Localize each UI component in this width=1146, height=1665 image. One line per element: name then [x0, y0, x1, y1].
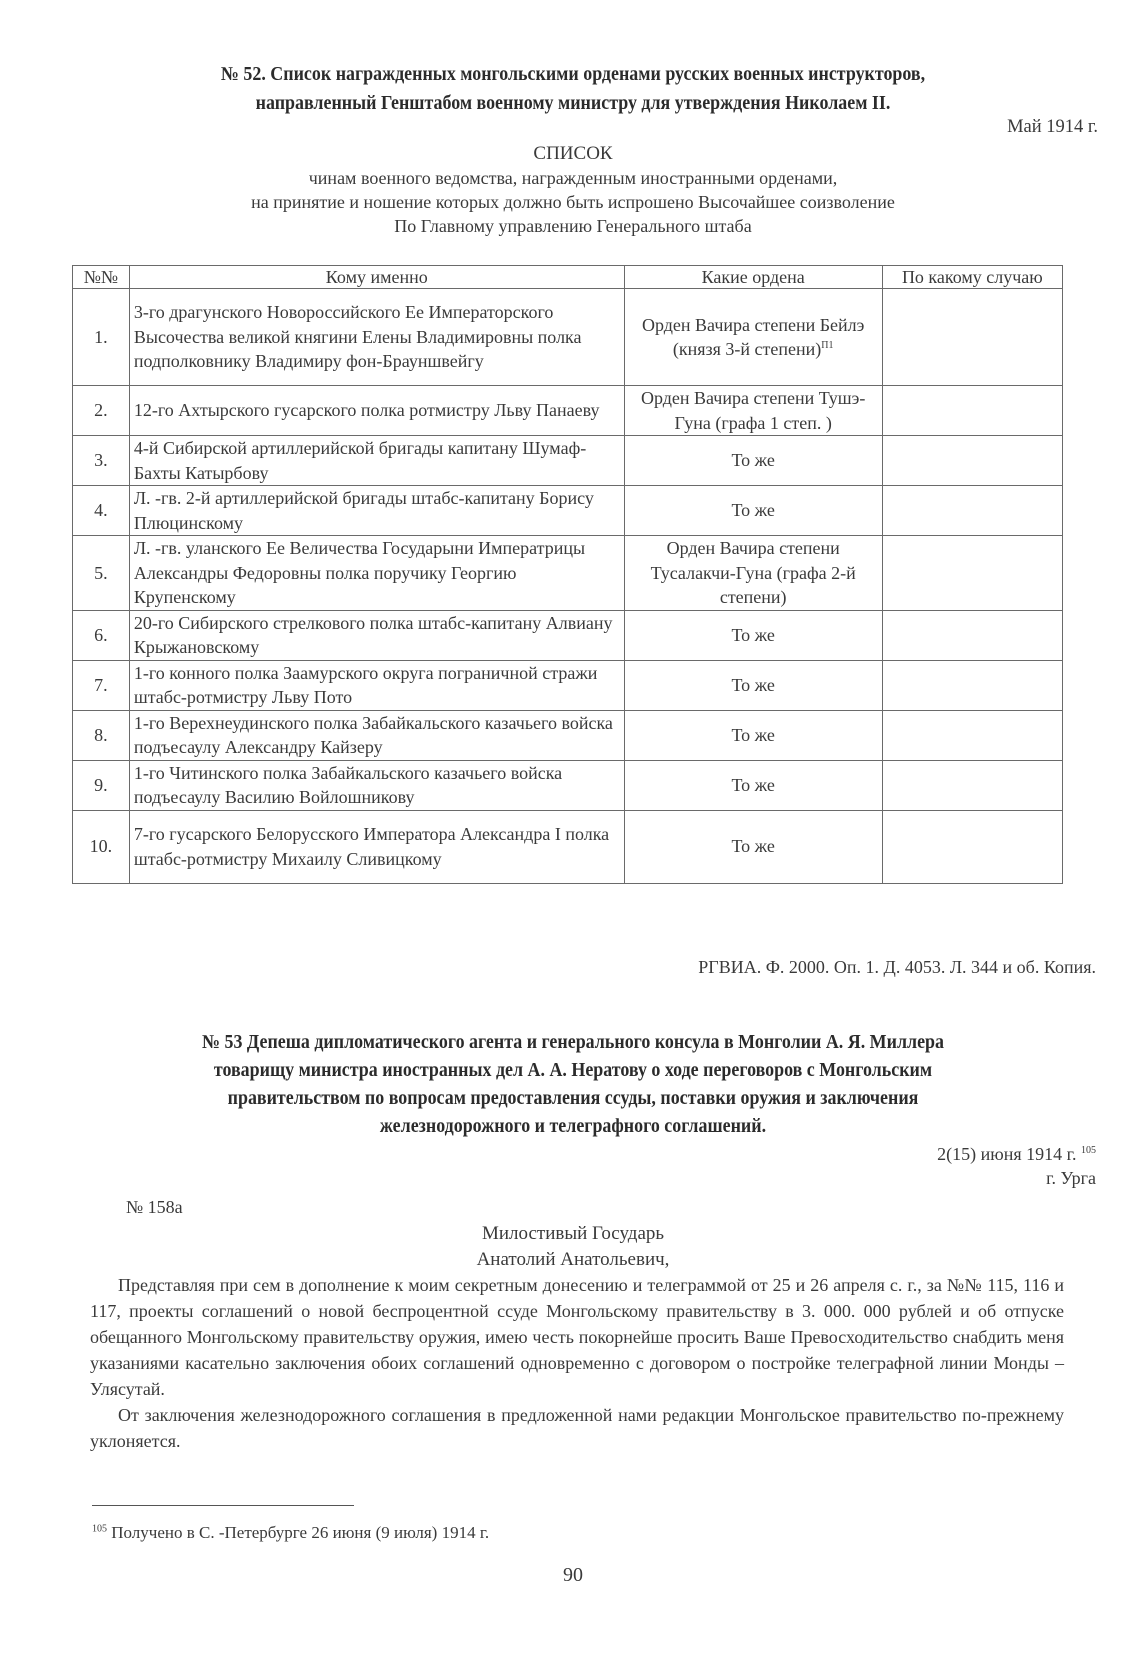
salutation-line2: Анатолий Анатольевич,	[476, 1249, 670, 1270]
footnote-divider	[92, 1505, 354, 1506]
table-row	[73, 289, 1063, 386]
row-number: 6.	[73, 610, 130, 660]
row-order: То же	[624, 610, 882, 660]
table-row	[73, 610, 1063, 660]
doc53-place: г. Урга	[1046, 1168, 1096, 1188]
row-recipient: 20-го Сибирского стрелкового полка штабс-капитану Алвиану Крыжановскому	[129, 610, 624, 660]
row-occasion	[882, 536, 1062, 611]
letter-paragraph-2: От заключения железнодорожного соглашения в предложенной нами редакции Монгольское правительство по-прежнему уклоняется.	[90, 1405, 1064, 1451]
awards-table	[72, 265, 1063, 884]
doc52-date: Май 1914 г.	[1007, 117, 1098, 137]
doc53-date	[937, 1142, 1096, 1166]
table-row	[73, 710, 1063, 760]
row-recipient: 4-й Сибирской артиллерийской бригады капитану Шумаф-Бахты Катырбову	[129, 436, 624, 486]
date-footnote-ref: 105	[1081, 1145, 1096, 1156]
row-order: То же	[624, 486, 882, 536]
row-occasion	[882, 610, 1062, 660]
row-number: 3.	[73, 436, 130, 486]
doc53-title-line3: правительством по вопросам предоставления ссуды, поставки оружия и заключения	[227, 1088, 919, 1109]
row-occasion	[882, 289, 1062, 386]
row-number: 10.	[73, 810, 130, 883]
table-row	[73, 536, 1063, 611]
list-subtitle-line1: чинам военного ведомства, награжденным иностранными орденами,	[308, 168, 838, 188]
row-recipient: 1-го конного полка Заамурского округа пограничной стражи штабс-ротмистру Льву Пото	[129, 660, 624, 710]
doc52-title-line2: направленный Генштабом военному министру для утверждения Николаем II.	[255, 93, 891, 114]
table-row	[73, 436, 1063, 486]
header-number: №№	[73, 266, 130, 289]
header-orders: Какие ордена	[624, 266, 882, 289]
row-occasion	[882, 386, 1062, 436]
row-number: 7.	[73, 660, 130, 710]
row-recipient: 7-го гусарского Белорусского Императора Александра I полка штабс-ротмистру Михаилу Сливицкому	[129, 810, 624, 883]
list-subtitle-line2: на принятие и ношение которых должно быть испрошено Высочайшее соизволение	[251, 192, 895, 212]
row-order: То же	[624, 660, 882, 710]
doc52-archive-source: РГВИА. Ф. 2000. Оп. 1. Д. 4053. Л. 344 и об. Копия.	[698, 957, 1096, 977]
row-order-text: Орден Вачира степени Бейлэ (князя 3-й степени)	[642, 314, 865, 359]
row-occasion	[882, 760, 1062, 810]
footnote-number: 105	[92, 1523, 107, 1535]
row-occasion	[882, 436, 1062, 486]
row-recipient: Л. -гв. уланского Ее Величества Государыни Императрицы Александры Федоровны полка поручику Георгию Крупенскому	[129, 536, 624, 611]
header-occasion: По какому случаю	[882, 266, 1062, 289]
row-recipient: Л. -гв. 2-й артиллерийской бригады штабс-капитану Борису Плюцинскому	[129, 486, 624, 536]
row-number: 9.	[73, 760, 130, 810]
row-order: То же	[624, 710, 882, 760]
list-subtitle-line3: По Главному управлению Генерального штаба	[394, 216, 752, 236]
footnote-text: Получено в С. -Петербурге 26 июня (9 июля) 1914 г.	[111, 1523, 490, 1542]
footnote	[92, 1522, 489, 1544]
row-order: То же	[624, 760, 882, 810]
doc53-number: № 158а	[126, 1197, 183, 1217]
table-header-row	[73, 266, 1063, 289]
list-heading: СПИСОК	[533, 143, 613, 164]
table-row	[73, 486, 1063, 536]
salutation-line1: Милостивый Государь	[481, 1223, 665, 1244]
row-occasion	[882, 710, 1062, 760]
row-number: 5.	[73, 536, 130, 611]
doc52-title-line1: № 52. Список награжденных монгольскими орденами русских военных инструкторов,	[220, 64, 926, 85]
table-row	[73, 386, 1063, 436]
letter-paragraph-1: Представляя при сем в дополнение к моим секретным донесению и телеграммой от 25 и 26 апреля с. г., за №№ 115, 116 и 117, проекты соглашений о новой беспроцентной ссуде Монгольскому правительству в 3. 000. 000 рублей и об отпуске обещанного Монгольскому правительству оружия, имею честь покорнейше просить Ваше Превосходительство снабдить меня указаниями касательно заключения обоих соглашений одновременно с договором о постройке телеграфной линии Монды – Улясутай.	[90, 1275, 1064, 1399]
row-recipient: 12-го Ахтырского гусарского полка ротмистру Льву Панаеву	[129, 386, 624, 436]
row-order: Орден Вачира степени Тушэ-Гуна (графа 1 степ. )	[624, 386, 882, 436]
row-occasion	[882, 486, 1062, 536]
row-number: 2.	[73, 386, 130, 436]
row-recipient: 3-го драгунского Новороссийского Ее Императорского Высочества великой княгини Елены Владимировны полка подполковнику Владимиру фон-Брауншвейгу	[129, 289, 624, 386]
row-number: 4.	[73, 486, 130, 536]
page-number: 90	[563, 1564, 583, 1586]
row-order	[624, 289, 882, 386]
order-footnote-ref: П1	[821, 340, 834, 351]
row-order: То же	[624, 810, 882, 883]
doc53-title-line4: железнодорожного и телеграфного соглашений.	[379, 1116, 767, 1137]
row-order: То же	[624, 436, 882, 486]
header-recipient: Кому именно	[129, 266, 624, 289]
row-number: 1.	[73, 289, 130, 386]
row-number: 8.	[73, 710, 130, 760]
row-order: Орден Вачира степени Тусалакчи-Гуна (графа 2-й степени)	[624, 536, 882, 611]
row-occasion	[882, 810, 1062, 883]
table-row	[73, 810, 1063, 883]
doc53-date-text: 2(15) июня 1914 г.	[937, 1144, 1077, 1164]
doc53-title-line1: № 53 Депеша дипломатического агента и генерального консула в Монголии А. Я. Миллера	[201, 1032, 944, 1053]
table-row	[73, 760, 1063, 810]
row-occasion	[882, 660, 1062, 710]
row-recipient: 1-го Читинского полка Забайкальского казачьего войска подъесаулу Василию Войлошникову	[129, 760, 624, 810]
table-row	[73, 660, 1063, 710]
doc53-title-line2: товарищу министра иностранных дел А. А. Нератову о ходе переговоров с Монгольским	[213, 1060, 933, 1081]
row-recipient: 1-го Верехнеудинского полка Забайкальского казачьего войска подъесаулу Александру Кайзеру	[129, 710, 624, 760]
